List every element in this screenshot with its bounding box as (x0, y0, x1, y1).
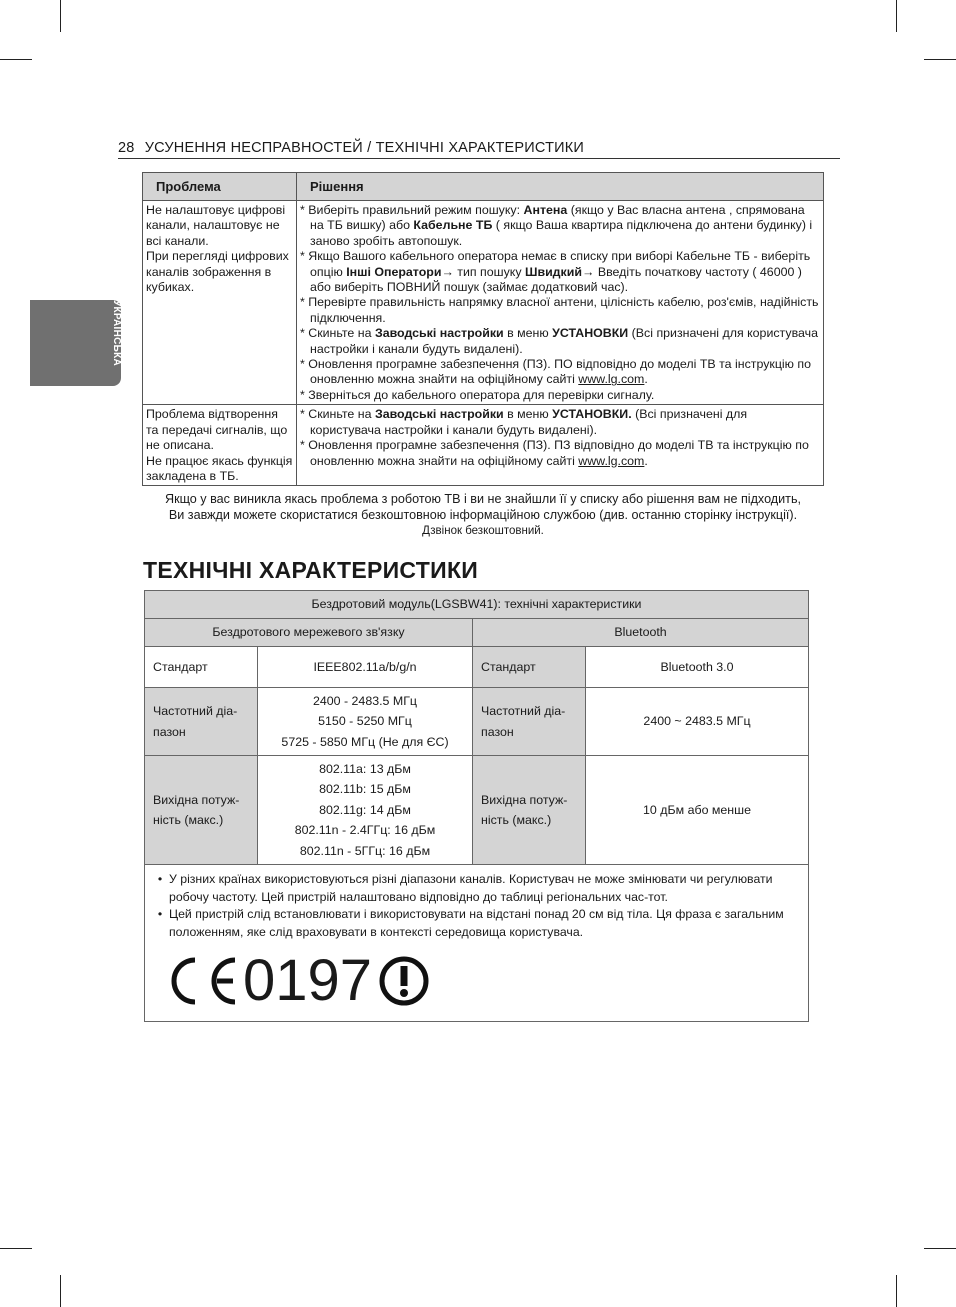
standard-label: Стандарт (473, 647, 586, 688)
solution-item: * Оновлення програмне забезпечення (ПЗ). ПЗ відповідно до моделі ТВ та інструкцію по оновленню можна знайти на офіційному сайті www.lg.com. (300, 438, 809, 468)
problem-text: Не працює якась функція закладена в ТБ. (146, 453, 293, 483)
problem-text: Проблема відтворення та передачі сигналів, що не описана. (146, 407, 288, 453)
footnote-item: • У різних країнах використовуються різні діапазони каналів. Користувач не може змінювати чи регулювати робочу частоту. Цей пристрій налаштовано відповідно до таблиці регіональних час-тот. (157, 872, 773, 904)
note-line: Дзвінок безкоштовний. (422, 525, 544, 537)
wifi-power: 802.11a: 13 дБм 802.11b: 15 дБм 802.11g: 14 дБм 802.11n - 2.4ГГц: 16 дБм 802.11n - 5ГГц: 16 дБм (258, 756, 473, 865)
ce-logo-icon (161, 955, 239, 1007)
lg-website-link[interactable]: www.lg.com (578, 372, 645, 387)
solution-item: * Скиньте на Заводські настройки в меню УСТАНОВКИ (Всі призначені для користувача настройки і канали будуть видалені). (300, 326, 818, 356)
language-tab-label: УКРАЇНСЬКА (111, 300, 122, 367)
alert-icon (378, 955, 430, 1007)
solution-item: * Оновлення програмне забезпечення (ПЗ). ПО відповідно до моделі ТВ та інструкцію по оновленню можна знайти на офіційному сайті www.lg.com. (300, 357, 812, 387)
crop-mark (896, 1275, 897, 1307)
spec-table (144, 590, 809, 1022)
footnote-item: • Цей пристрій слід встановлювати і використовувати на відстані понад 20 см від тіла. Ця фраза є загальним положенням, яке слід враховувати в контексті середовища користувача. (157, 907, 784, 939)
language-tab (30, 300, 121, 386)
bluetooth-frequency: 2400 ~ 2483.5 МГц (586, 688, 809, 756)
crop-mark (924, 1248, 956, 1249)
crop-mark (896, 0, 897, 32)
frequency-label: Частотний діа-пазон (473, 688, 586, 756)
solution-item: * Перевірте правильність напрямку власної антени, цілісність кабелю, роз'ємів, надійність підключення. (300, 295, 819, 325)
table-row (145, 619, 809, 647)
table-row (145, 591, 809, 619)
wifi-header: Бездротового мережевого зв'язку (145, 619, 473, 647)
table-row (145, 647, 809, 688)
solution-cell (297, 405, 824, 486)
frequency-label: Частотний діа-пазон (145, 688, 258, 756)
notified-body-number: 0197 (243, 948, 373, 1013)
solution-cell (297, 201, 824, 405)
power-label: Вихідна потуж-ність (макс.) (145, 756, 258, 865)
header-title: УСУНЕННЯ НЕСПРАВНОСТЕЙ / ТЕХНІЧНІ ХАРАКТЕРИСТИКИ (144, 140, 585, 156)
section-title: ТЕХНІЧНІ ХАРАКТЕРИСТИКИ (143, 557, 479, 583)
crop-mark (60, 1275, 61, 1307)
table-header-row (143, 173, 824, 201)
page-number: 28 (118, 140, 135, 156)
troubleshooting-table (142, 172, 824, 486)
solution-item: * Виберіть правильний режим пошуку: Антена (якщо у Вас власна антена , спрямована на ТБ вишку) або Кабельне ТБ ( якщо Ваша квартира підключена до антени будинку) і заново зробіть автопошук. (300, 203, 813, 248)
table-row (143, 405, 824, 486)
solution-item: * Зверніться до кабельного оператора для перевірки сигналу. (300, 387, 655, 402)
spec-caption: Бездротовий модуль(LGSBW41): технічні характеристики (145, 591, 809, 619)
spec-footnote (145, 865, 809, 1022)
note-line: Якщо у вас виникла якась проблема з роботою ТВ і ви не знайшли її у списку або рішення вам не підходить, (164, 492, 802, 506)
solution-column-header: Рішення (297, 173, 824, 201)
table-row (145, 865, 809, 1022)
bluetooth-header: Bluetooth (473, 619, 809, 647)
support-note (142, 491, 824, 539)
wifi-frequency: 2400 - 2483.5 МГц 5150 - 5250 МГц 5725 - 5850 МГц (Не для ЄС) (258, 688, 473, 756)
note-line: Ви завжди можете скористатися безкоштовною інформаційною службою (див. останню сторінку інструкції). (168, 508, 798, 522)
problem-text: Не налаштовує цифрові канали, налаштовує не всі канали. (146, 203, 286, 248)
crop-mark (60, 0, 61, 32)
arrow-right-icon: → (441, 264, 454, 279)
problem-column-header: Проблема (143, 173, 297, 201)
crop-mark (0, 59, 32, 60)
solution-item: * Скиньте на Заводські настройки в меню УСТАНОВКИ. (Всі призначені для користувача настройки і канали будуть видалені). (300, 407, 748, 437)
table-row (143, 201, 824, 405)
problem-cell (143, 405, 297, 486)
problem-text: При перегляді цифрових каналів зображення в кубиках. (146, 249, 289, 295)
bluetooth-power: 10 дБм або менше (586, 756, 809, 865)
table-row (145, 688, 809, 756)
ce-marking (161, 948, 798, 1013)
wifi-standard: IEEE802.11a/b/g/n (258, 647, 473, 688)
arrow-right-icon: → (582, 264, 595, 279)
solution-item: * Якщо Вашого кабельного оператора немає в списку при виборі Кабельне ТБ - виберіть опцію Інші Оператори→ тип пошуку Швидкий→ Введіть початкову частоту ( 46000 ) або виберіть ПОВНИЙ пошук (займає додатковий час). (300, 249, 811, 295)
page-header (118, 140, 840, 159)
power-label: Вихідна потуж-ність (макс.) (473, 756, 586, 865)
problem-cell (143, 201, 297, 405)
crop-mark (0, 1248, 32, 1249)
table-row (145, 756, 809, 865)
lg-website-link[interactable]: www.lg.com (578, 453, 645, 468)
standard-label: Стандарт (145, 647, 258, 688)
bluetooth-standard: Bluetooth 3.0 (586, 647, 809, 688)
crop-mark (924, 59, 956, 60)
